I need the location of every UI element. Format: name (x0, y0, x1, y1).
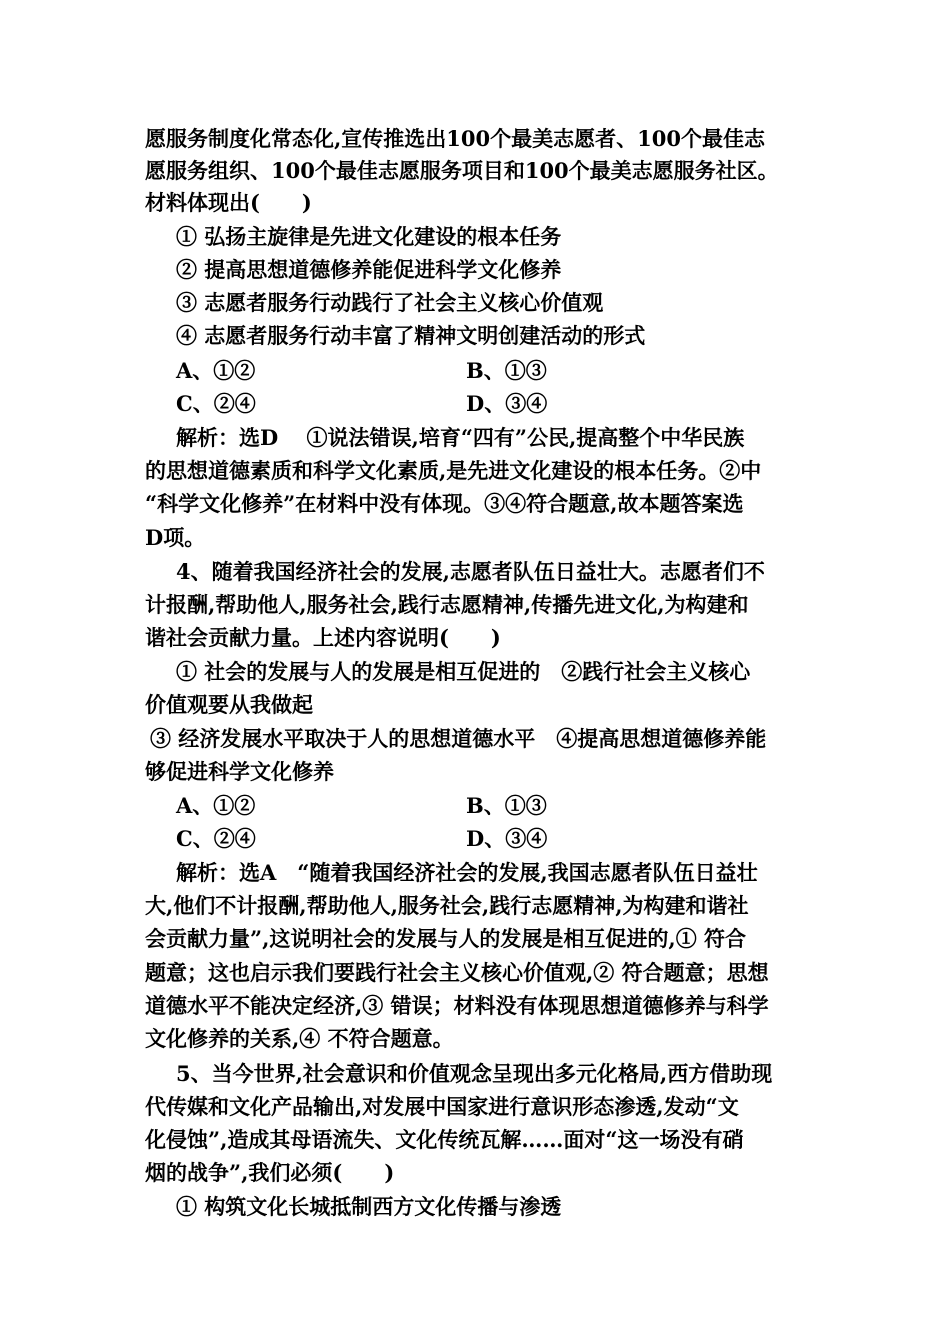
text-line: ④ 志愿者服务行动丰富了精神文明创建活动的形式 (176, 323, 646, 348)
text-line: 解析：选A “随着我国经济社会的发展,我国志愿者队伍日益壮 (176, 860, 758, 885)
option-c: C、②④ (176, 826, 256, 851)
option-a: A、①② (176, 793, 256, 818)
text-line: 谐社会贡献力量。上述内容说明( ) (145, 625, 501, 650)
text-line: 的思想道德素质和科学文化素质,是先进文化建设的根本任务。②中 (145, 458, 762, 483)
text-line: 会贡献力量”,这说明社会的发展与人的发展是相互促进的,① 符合 (145, 926, 747, 951)
text-line: 代传媒和文化产品输出,对发展中国家进行意识形态渗透,发动“文 (145, 1094, 739, 1119)
text-line: 够促进科学文化修养 (145, 759, 334, 784)
text-line: 文化修养的关系,④ 不符合题意。 (145, 1026, 454, 1051)
text-line: 价值观要从我做起 (145, 692, 313, 717)
option-d: D、③④ (466, 826, 548, 851)
text-line: 愿服务制度化常态化,宣传推选出100个最美志愿者、100个最佳志 (145, 126, 765, 151)
text-line: 愿服务组织、100个最佳志愿服务项目和100个最美志愿服务社区。 (145, 158, 779, 183)
text-line: D项。 (145, 525, 206, 550)
text-line: 化侵蚀”,造成其母语流失、文化传统瓦解……面对“这一场没有硝 (145, 1127, 744, 1152)
option-c: C、②④ (176, 391, 256, 416)
option-d: D、③④ (466, 391, 548, 416)
option-b: B、①③ (466, 358, 547, 383)
text-line: 计报酬,帮助他人,服务社会,践行志愿精神,传播先进文化,为构建和 (145, 592, 749, 617)
text-line: 4、随着我国经济社会的发展,志愿者队伍日益壮大。志愿者们不 (176, 559, 765, 584)
text-line: 5、当今世界,社会意识和价值观念呈现出多元化格局,西方借助现 (176, 1061, 773, 1086)
text-line: ③ 经济发展水平取决于人的思想道德水平 ④提高思想道德修养能 (150, 726, 767, 751)
text-line: 烟的战争”,我们必须( ) (145, 1160, 395, 1185)
text-line: 道德水平不能决定经济,③ 错误；材料没有体现思想道德修养与科学 (145, 993, 769, 1018)
option-b: B、①③ (466, 793, 547, 818)
text-line: “科学文化修养”在材料中没有体现。③④符合题意,故本题答案选 (145, 491, 744, 516)
text-line: 解析：选D ①说法错误,培育“四有”公民,提高整个中华民族 (176, 425, 745, 450)
text-line: ① 社会的发展与人的发展是相互促进的 ②践行社会主义核心 (176, 659, 751, 684)
text-line: ① 弘扬主旋律是先进文化建设的根本任务 (176, 224, 562, 249)
option-a: A、①② (176, 358, 256, 383)
text-line: ① 构筑文化长城抵制西方文化传播与渗透 (176, 1194, 562, 1219)
text-line: 材料体现出( ) (145, 190, 312, 215)
text-line: 大,他们不计报酬,帮助他人,服务社会,践行志愿精神,为构建和谐社 (145, 893, 749, 918)
text-line: ③ 志愿者服务行动践行了社会主义核心价值观 (176, 290, 604, 315)
text-line: ② 提高思想道德修养能促进科学文化修养 (176, 257, 562, 282)
text-line: 题意；这也启示我们要践行社会主义核心价值观,② 符合题意；思想 (145, 960, 769, 985)
